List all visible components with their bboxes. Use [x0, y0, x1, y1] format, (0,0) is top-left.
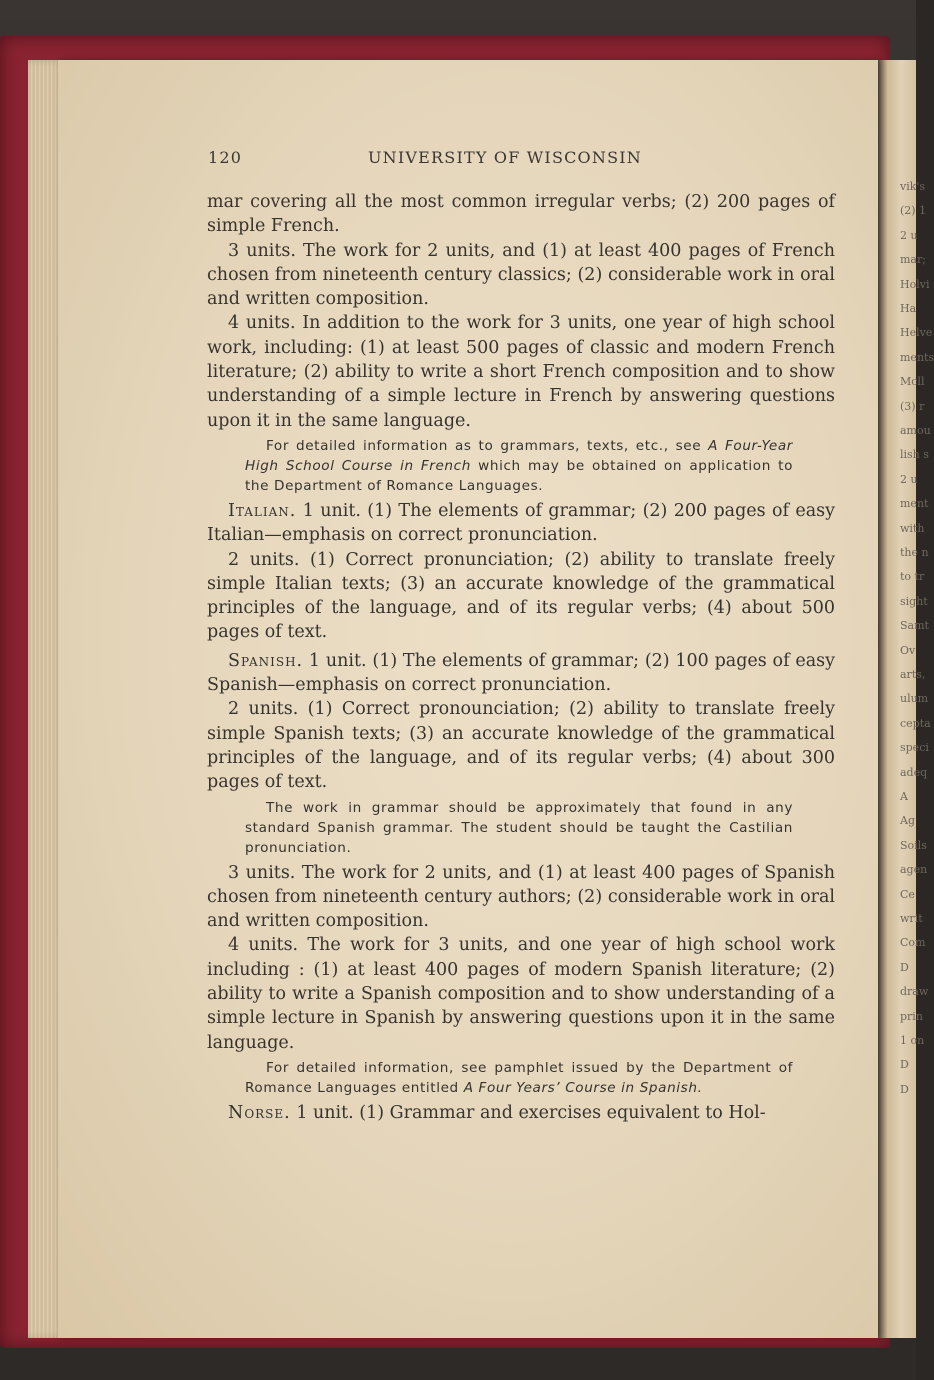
facing-page-fragment: 2 u	[900, 472, 918, 486]
paragraph-spanish-2-units: 2 units. (1) Correct pronounciation; (2) ability to translate freely simple Spanish texts; (3) an accurate knowledge of the grammatical principles of the language, and of its regular verbs; (4) about 300 pages of text.	[207, 699, 835, 793]
facing-page-fragment: Helve	[900, 326, 933, 340]
heading-spanish: Spanish.	[228, 650, 304, 671]
facing-page-fragment: ments	[900, 350, 934, 364]
heading-italian: Italian.	[228, 500, 297, 521]
facing-page-fragment: D	[900, 960, 909, 974]
page-number: 120	[208, 148, 243, 167]
page-body	[207, 190, 835, 1125]
paragraph-norse	[207, 1101, 835, 1125]
facing-page-fragment: mar;	[900, 253, 926, 267]
facing-page-fragment: 1 on	[900, 1034, 925, 1047]
facing-page-fragment: with	[900, 521, 925, 535]
facing-page-fragment: Soils	[900, 838, 927, 852]
facing-page-edge	[878, 60, 934, 1338]
facing-page-fragment: to tr	[900, 570, 925, 584]
note-spanish-grammar: The work in grammar should be approximately that found in any standard Spanish grammar. The student should be taught the Castilian pronunciation.	[245, 799, 793, 856]
facing-page-fragment: lish s	[900, 448, 929, 462]
facing-page-fragment: (2) 1	[900, 204, 927, 218]
note-french-title: A Four-Year High School Course in French	[245, 437, 793, 474]
facing-page-fragment: (3) r	[900, 399, 925, 413]
page-header	[208, 148, 836, 170]
facing-page-fragment: ment	[900, 497, 929, 511]
paragraph-spanish-3-units: 3 units. The work for 2 units, and (1) at least 400 pages of Spanish chosen from nineteenth century authors; (2) considerable work in oral and written composition.	[207, 862, 835, 932]
facing-page-fragment: agen	[900, 863, 928, 877]
facing-page-fragment: A	[900, 790, 908, 803]
facing-page-fragment: speci	[900, 741, 929, 755]
facing-page-fragment: the n	[900, 546, 929, 559]
note-french-after: which may be obtained on application to the Department of Romance Languages.	[245, 457, 793, 494]
italian-1-unit-text: 1 unit. (1) The elements of grammar; (2) 200 pages of easy Italian—emphasis on correct pronunciation.	[207, 500, 835, 546]
facing-page-fragment: writ	[900, 912, 923, 925]
facing-page-fragment: Holvi	[900, 277, 930, 291]
facing-page-fragment: Ag	[900, 814, 915, 828]
facing-page-fragment: Com	[900, 936, 926, 950]
facing-page-fragment: amou	[900, 424, 931, 437]
paragraph-french-continued: mar covering all the most common irregular verbs; (2) 200 pages of simple French.	[207, 192, 835, 237]
facing-page-fragment: sight	[900, 594, 928, 608]
facing-page-fragment: adeq	[900, 765, 928, 779]
paragraph-spanish-4-units: 4 units. The work for 3 units, and one year of high school work including : (1) at least 400 pages of modern Spanish literature; (2) ability to write a Spanish composition and to show understanding of a simple lecture in Spanish by answering questions upon it in the same language.	[207, 935, 835, 1053]
note-spanish	[245, 1058, 793, 1098]
facing-page-fragment: Ha	[900, 302, 917, 315]
facing-page-fragment: Ov	[900, 643, 916, 657]
facing-page-fragment: draw	[900, 985, 929, 999]
facing-page-fragment: Ce	[900, 887, 915, 901]
note-french	[245, 436, 793, 496]
paragraph-italian-2-units: 2 units. (1) Correct pronunciation; (2) ability to translate freely simple Italian texts; (3) an accurate knowledge of the grammatical principles of the language, and of its regular verbs; (4) about 500 pages of text.	[207, 549, 835, 643]
facing-page-fragment: Mcll	[900, 375, 925, 389]
paragraph-french-4-units: 4 units. In addition to the work for 3 units, one year of high school work, including: (1) at least 500 pages of classic and modern French literature; (2) ability to write a short French composition and to show understanding of a simple lecture in French by answering questions upon it in the same language.	[207, 313, 835, 431]
heading-norse: Norse.	[228, 1102, 291, 1123]
norse-text: 1 unit. (1) Grammar and exercises equivalent to Hol-	[296, 1102, 766, 1123]
spanish-1-unit-text: 1 unit. (1) The elements of grammar; (2) 100 pages of easy Spanish—emphasis on correct pronunciation.	[207, 650, 835, 696]
facing-page-fragment: ulum	[900, 692, 929, 706]
facing-page-fragment: 2 u	[900, 228, 918, 242]
paragraph-italian-1-unit	[207, 499, 835, 548]
facing-page-fragment: cepta	[900, 716, 931, 730]
note-french-before: For detailed information as to grammars, texts, etc., see	[266, 437, 702, 454]
paragraph-spanish-1-unit	[207, 649, 835, 698]
facing-page-fragment: D	[900, 1082, 909, 1096]
facing-page-fragment: prin	[900, 1009, 923, 1023]
note-spanish-title: A Four Years’ Course in Spanish.	[463, 1079, 703, 1096]
facing-page-fragment: arts,	[900, 668, 926, 681]
facing-page-fragment: vik's	[900, 180, 926, 193]
running-title: UNIVERSITY OF WISCONSIN	[368, 148, 642, 167]
facing-page-fragment: D	[900, 1058, 909, 1072]
facing-page-fragment: Samt	[900, 619, 929, 633]
note-spanish-before: For detailed information, see pamphlet issued by the Department of Romance Languages entitled	[245, 1059, 793, 1096]
paragraph-french-3-units: 3 units. The work for 2 units, and (1) at least 400 pages of French chosen from nineteenth century classics; (2) considerable work in oral and written composition.	[207, 240, 835, 310]
